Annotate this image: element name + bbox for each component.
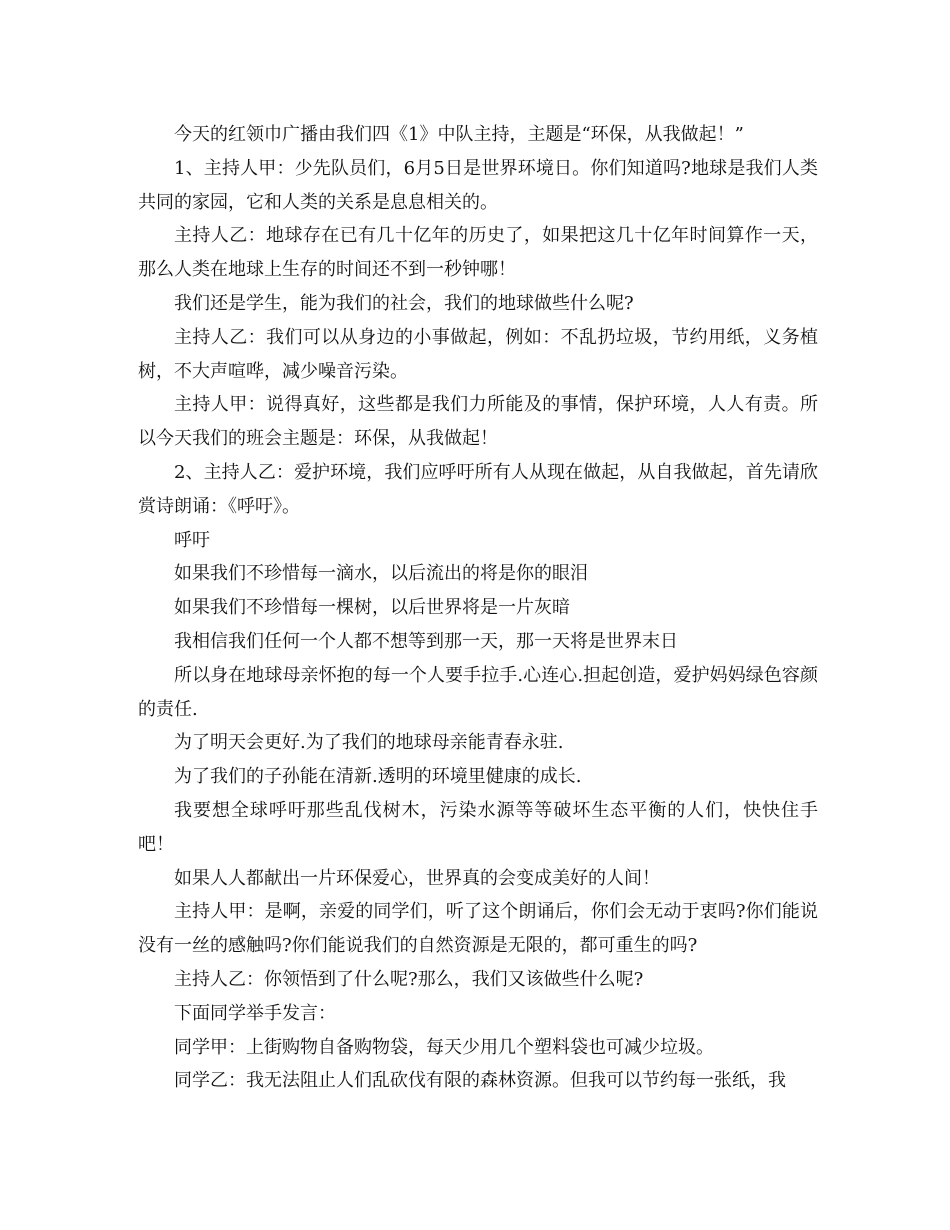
paragraph: 下面同学举手发言： bbox=[174, 1002, 336, 1024]
document-body bbox=[138, 118, 818, 1098]
paragraph: 主持人乙：地球存在已有几十亿年的历史了，如果把这几十亿年时间算作一天，那么人类在地球上生存的时间还不到一秒钟哪！ bbox=[138, 225, 818, 281]
paragraph: 同学甲：上街购物自备购物袋，每天少用几个塑料袋也可减少垃圾。 bbox=[174, 1036, 714, 1058]
paragraph: 主持人乙：你领悟到了什么呢?那么，我们又该做些什么呢? bbox=[174, 968, 644, 990]
paragraph: 我们还是学生，能为我们的社会，我们的地球做些什么呢? bbox=[174, 292, 634, 314]
poem-line: 为了我们的子孙能在清新.透明的环境里健康的成长. bbox=[174, 766, 582, 788]
paragraph: 主持人甲：说得真好，这些都是我们力所能及的事情，保护环境，人人有责。所以今天我们的班会主题是：环保，从我做起！ bbox=[138, 394, 818, 450]
paragraph: 主持人乙：我们可以从身边的小事做起，例如：不乱扔垃圾，节约用纸，义务植树，不大声喧哗，减少噪音污染。 bbox=[138, 326, 818, 382]
poem-line: 我相信我们任何一个人都不想等到那一天，那一天将是世界末日 bbox=[174, 630, 678, 652]
paragraph-intro: 今天的红领巾广播由我们四《1》中队主持，主题是“环保，从我做起！” bbox=[174, 124, 744, 145]
poem-line: 如果人人都献出一片环保爱心，世界真的会变成美好的人间！ bbox=[174, 867, 660, 889]
poem-line: 如果我们不珍惜每一滴水，以后流出的将是你的眼泪 bbox=[174, 563, 588, 585]
poem-line: 所以身在地球母亲怀抱的每一个人要手拉手.心连心.担起创造，爱护妈妈绿色容颜的责任. bbox=[138, 664, 818, 720]
paragraph: 2、主持人乙：爱护环境，我们应呼吁所有人从现在做起，从自我做起，首先请欣赏诗朗诵：《呼吁》。 bbox=[138, 461, 818, 517]
poem-line: 如果我们不珍惜每一棵树，以后世界将是一片灰暗 bbox=[174, 597, 570, 619]
paragraph: 主持人甲：是啊，亲爱的同学们，听了这个朗诵后，你们会无动于衷吗?你们能说没有一丝的感触吗?你们能说我们的自然资源是无限的，都可重生的吗? bbox=[138, 901, 818, 957]
paragraph: 1、主持人甲：少先队员们，6月5日是世界环境日。你们知道吗?地球是我们人类共同的家园，它和人类的关系是息息相关的。 bbox=[138, 157, 818, 213]
poem-line: 为了明天会更好.为了我们的地球母亲能青春永驻. bbox=[174, 732, 564, 754]
poem-line: 我要想全球呼吁那些乱伐树木，污染水源等等破坏生态平衡的人们，快快住手吧！ bbox=[138, 799, 818, 855]
paragraph: 同学乙：我无法阻止人们乱砍伐有限的森林资源。但我可以节约每一张纸，我 bbox=[174, 1070, 786, 1092]
poem-title: 呼吁 bbox=[174, 529, 210, 551]
